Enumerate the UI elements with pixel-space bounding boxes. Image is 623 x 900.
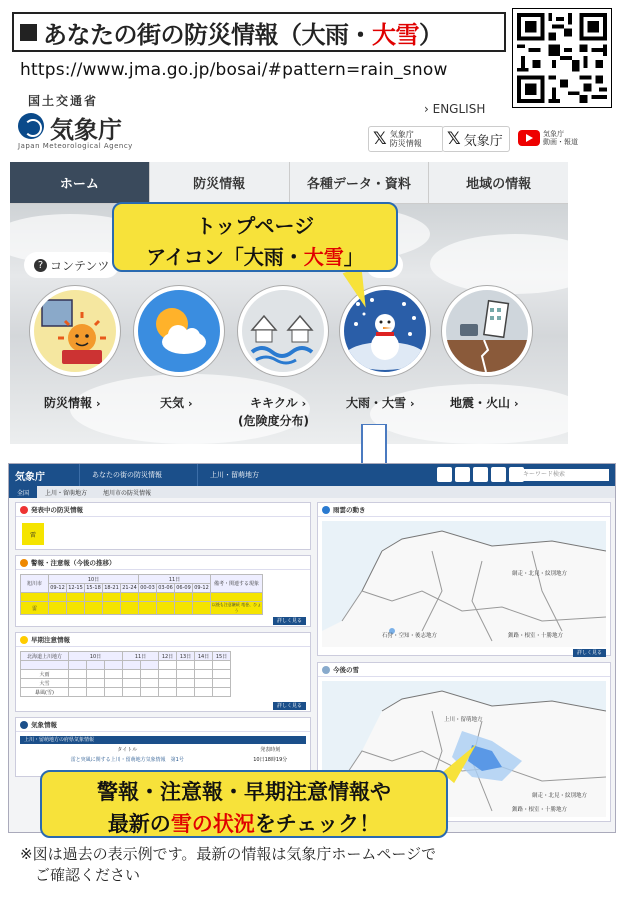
disaster-info-icon[interactable]	[30, 286, 120, 376]
kikikuru-sub-label: (危険度分布)	[238, 414, 309, 428]
contents-pill[interactable]	[24, 252, 119, 278]
english-link[interactable]: › ENGLISH	[424, 102, 486, 116]
callout-bottom	[40, 770, 448, 838]
x-disaster-label: 気象庁 防災情報	[389, 130, 422, 148]
snow-map[interactable]: 上川・留萌地方 網走・北見・紋別地方 釧路・根室・十勝地方	[322, 681, 606, 817]
square-bullet-icon	[20, 24, 37, 41]
snow-panel: 今後の雪 上川・留萌地方 網走・北見・紋別地方 釧路・根室・十勝地方	[317, 662, 611, 822]
title-suffix: ）	[419, 20, 443, 49]
callout-top-line2: アイコン「大雨・大雪」	[146, 245, 364, 269]
warning-icon	[20, 559, 28, 567]
radar-panel: 雨雲の動き 網走・北見・紋別地方 釧路・根室・十勝地方 石狩・空知・後志地方 詳しく見る	[317, 502, 611, 656]
warning-table: 旭川市 10日 11日 備考・関連する現象 09-12 12-15 15-18 18-21 21-24 00-03 03-06 06-09 09-12 雷 以後も注意継続 竜巻、ひょう	[20, 574, 263, 615]
breadcrumb-city[interactable]: 旭川市の防災情報	[103, 489, 152, 497]
rain-snow-label[interactable]: 大雨・大雪 ›	[346, 396, 415, 410]
gps-icon[interactable]	[437, 467, 452, 482]
earthquake-volcano-icon[interactable]	[442, 286, 532, 376]
contents-label: コンテンツ	[50, 258, 110, 273]
jma-logo-english: Japan Meteorological Agency	[18, 142, 133, 150]
footnote: ※図は過去の表示例です。最新の情報は気象庁ホームページで ご確認ください	[20, 845, 437, 884]
bosai-bar-region[interactable]: 上川・留萌地方	[197, 464, 305, 486]
early-more-button[interactable]: 詳しく見る	[273, 702, 306, 710]
print-icon[interactable]	[473, 467, 488, 482]
weather-label[interactable]: 天気 ›	[160, 396, 193, 410]
jma-logo-icon[interactable]	[18, 113, 44, 139]
weather-info-panel: 気象情報 上川・留萌地方の府県気象情報 タイトル 発表時刻 雷と突風に関する上川・留萌地方気象情報 第1号 10日18時19分	[15, 717, 311, 777]
radar-map[interactable]: 網走・北見・紋別地方 釧路・根室・十勝地方 石狩・空知・後志地方	[322, 521, 606, 647]
early-warning-panel: 早期注意情報 北海道上川地方 10日 11日 12日 13日 14日 15日 大雨 大雪 暴風(雪) 詳しく見る	[15, 632, 311, 712]
weather-icon[interactable]	[134, 286, 224, 376]
radar-more-button[interactable]: 詳しく見る	[573, 649, 606, 657]
current-info-panel: 発表中の防災情報 雷	[15, 502, 311, 550]
main-nav	[10, 162, 568, 204]
x-main-button[interactable]	[442, 126, 510, 152]
x-disaster-button[interactable]	[368, 126, 444, 152]
nav-data[interactable]: 各種データ・資料	[290, 162, 430, 203]
title-highlight: 大雪	[372, 20, 419, 49]
nav-regional[interactable]: 地域の情報	[466, 177, 532, 192]
page-title	[12, 12, 506, 52]
warning-panel: 警報・注意報（今後の推移） 旭川市 10日 11日 備考・関連する現象 09-12 12-15 15-18 18-21 21-24 00-03 03-06 06-09 09-12 雷 以後も注意継続 竜巻、ひょう 詳しく見る	[15, 555, 311, 627]
bosai-bar-title[interactable]: あなたの街の防災情報	[79, 464, 197, 486]
history-icon[interactable]	[455, 467, 470, 482]
question-icon: ?	[34, 259, 47, 272]
page-url[interactable]: https://www.jma.go.jp/bosai/#pattern=rain_snow	[20, 60, 448, 80]
title-prefix: あなたの街の防災情報（大雨・	[43, 20, 372, 49]
callout-bottom-line2: 最新の雪の状況をチェック！	[107, 812, 381, 836]
nav-disaster-info[interactable]: 防災情報	[150, 162, 290, 203]
kikikuru-label[interactable]: キキクル ›	[250, 396, 307, 410]
snow-icon	[322, 666, 330, 674]
kikikuru-icon[interactable]	[238, 286, 328, 376]
youtube-label: 気象庁 動画・報道	[543, 130, 578, 146]
warning-more-button[interactable]: 詳しく見る	[273, 617, 306, 625]
weather-info-row[interactable]: 雷と突風に関する上川・留萌地方気象情報 第1号 10日18時19分	[70, 757, 288, 763]
jma-header	[10, 88, 615, 160]
thunder-badge[interactable]: 雷	[22, 523, 44, 545]
nav-home[interactable]: ホーム	[10, 162, 150, 203]
jma-logo-text[interactable]: 気象庁	[50, 116, 122, 144]
x-main-label: 気象庁	[463, 133, 503, 149]
help-icon[interactable]	[491, 467, 506, 482]
breadcrumb	[9, 486, 615, 498]
x-logo-icon: 𝕏	[447, 129, 461, 149]
x-logo-icon: 𝕏	[373, 129, 387, 149]
youtube-button[interactable]	[518, 130, 578, 146]
breadcrumb-national[interactable]: 全国	[9, 486, 37, 498]
early-table: 北海道上川地方 10日 11日 12日 13日 14日 15日 大雨 大雪 暴風(雪)	[20, 651, 231, 697]
ministry-label: 国土交通省	[28, 94, 99, 108]
bosai-search-input[interactable]: キーワード検索	[517, 469, 609, 481]
youtube-icon	[518, 130, 540, 146]
bosai-logo[interactable]: 気象庁	[15, 471, 45, 483]
callout-bottom-line1: 警報・注意報・早期注意情報や	[97, 780, 391, 804]
callout-top-line1: トップページ	[195, 214, 315, 238]
bosai-icon-group	[437, 467, 524, 482]
cloud-icon	[322, 506, 330, 514]
alert-icon	[20, 506, 28, 514]
info-icon	[20, 636, 28, 644]
weather-info-head: 上川・留萌地方の府県気象情報	[20, 736, 306, 744]
disaster-info-label[interactable]: 防災情報 ›	[44, 396, 101, 410]
earthquake-volcano-label[interactable]: 地震・火山 ›	[450, 396, 519, 410]
callout-top	[112, 202, 398, 272]
breadcrumb-region[interactable]: 上川・留萌地方	[45, 489, 88, 497]
info-circle-icon	[20, 721, 28, 729]
